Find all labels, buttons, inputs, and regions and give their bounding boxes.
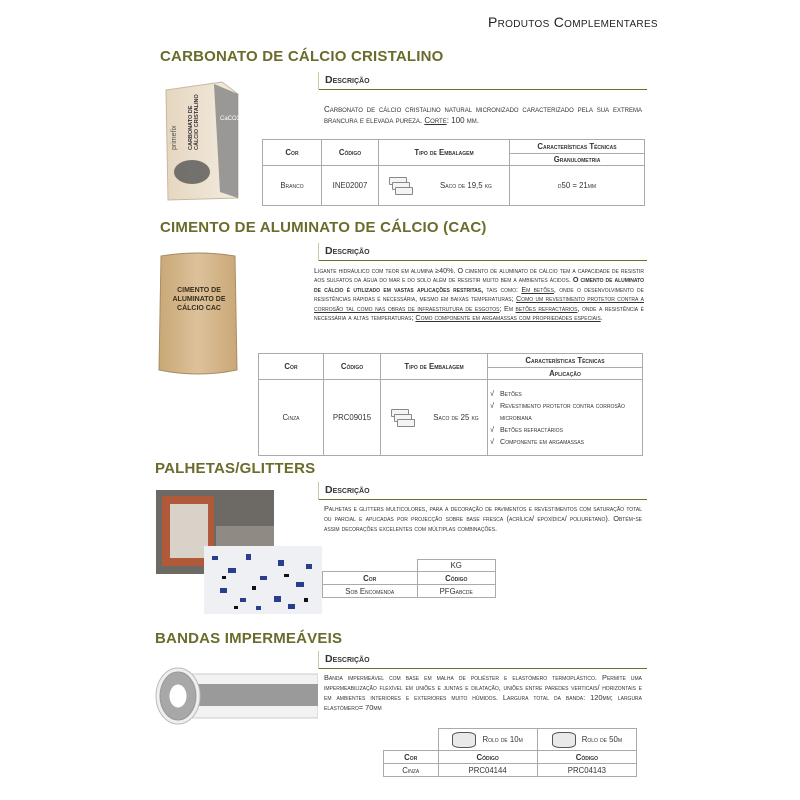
col-cor: Cor	[323, 572, 418, 585]
col-caracteristicas: Características Técnicas	[510, 140, 645, 154]
svg-text:primefix: primefix	[171, 125, 178, 150]
bag-stack-icon	[381, 380, 426, 456]
col-codigo: Código	[417, 572, 496, 585]
bag-label-text: CARBONATO DE CÁLCIO CRISTALINO	[188, 94, 200, 150]
palhetas-table	[322, 559, 496, 598]
description-corte: Corte	[424, 116, 447, 125]
cell-embalagem: Saco de 19,5 kg	[423, 166, 510, 206]
desc-part: tais como:	[486, 284, 519, 294]
desc-part: , onde a resistência é necessária a altas temperaturas;	[314, 303, 644, 323]
cell-codigo-10: PRC04144	[438, 764, 537, 777]
description-block-cimento	[318, 243, 647, 261]
page-header: Produtos Complementares	[488, 14, 658, 30]
description-text-bandas: Banda impermeável com base em malha de poliéster e elastómero termoplástico. Permite uma impermeabilização flexível em uniões e juntas e dilatação, uniões entre paredes verticais/ horizontais e em ambientes interiores e exteriores muito húmidos. Largura total da banda: 120mm; largura elastómero= 70mm	[324, 673, 642, 712]
empty-cell	[384, 729, 439, 751]
cimento-bag-image	[155, 250, 241, 378]
description-corte-value: : 100 µm.	[446, 116, 479, 125]
desc-part-underline: Como um revestimento protetor contra a corrosão tal como nas obras de infraestrutura de esgotos	[314, 294, 644, 313]
section-title-cimento: CIMENTO DE ALUMINATO DE CÁLCIO (CAC)	[160, 219, 487, 236]
description-text-cimento	[314, 266, 644, 322]
cell-codigo: PRC09015	[324, 380, 381, 456]
desc-part: ; Em	[499, 303, 513, 313]
section-title-palhetas: PALHETAS/GLITTERS	[155, 460, 316, 477]
rolo-10-header	[438, 729, 537, 751]
cell-cor: Branco	[263, 166, 322, 206]
col-codigo: Código	[322, 140, 379, 166]
desc-part: .	[600, 313, 603, 323]
description-text-palhetas: Palhetas e glitters multicolores, para a decoração de pavimentos e revestimentos com saturação total ou parcial e aplicadas por projecção sobre base fresca (acrílica/ epoxídica/ poliuretano). Obtém-se assim decorações excelentes com múltiplas combinações.	[324, 504, 642, 533]
description-main: Carbonato de cálcio cristalino natural micronizado caracterizado pela sua extrema brancura e elevada pureza.	[324, 105, 642, 125]
cimento-spec-table	[258, 353, 643, 456]
rolo-50-label: Rolo de 50m	[581, 734, 623, 744]
roll-icon	[552, 732, 576, 748]
cimento-bag-label: CIMENTO DE ALUMINATO DE CÁLCIO CAC	[172, 287, 226, 312]
carbonato-spec-table	[262, 139, 645, 206]
col-cor: Cor	[263, 140, 322, 166]
col-kg: KG	[417, 560, 496, 572]
desc-part: Ligante hidráulico com teor em alumina ≥40%. O cimento de aluminato de cálcio tem a capacidade de resistir aos sulfatos da água do mar e do solo além de resistir muito bem a ambientes ácidos.	[314, 266, 644, 285]
col-codigo: Código	[438, 751, 537, 764]
description-label: Descrição	[319, 72, 647, 90]
cell-cor: Cinza	[259, 380, 324, 456]
col-embalagem: Tipo de Embalagem	[379, 140, 510, 166]
col-granulometria: Granulometria	[510, 154, 645, 166]
list-item: √ Revestimento protetor contra corrosão microbiana	[490, 400, 640, 424]
list-item: √ Betões refractários	[490, 424, 640, 436]
cell-codigo-50: PRC04143	[537, 764, 636, 777]
carbonato-bag-image	[162, 80, 242, 202]
description-block-palhetas	[318, 482, 647, 500]
bandas-table	[383, 728, 637, 777]
col-cor: Cor	[384, 751, 439, 764]
bandas-roll-image	[152, 666, 318, 728]
col-cor: Cor	[259, 354, 324, 380]
description-label: Descrição	[319, 651, 647, 669]
empty-cell	[323, 560, 418, 572]
description-text-carbonato	[324, 104, 642, 126]
cell-cor: Cinza	[384, 764, 439, 777]
cell-codigo: INE02007	[322, 166, 379, 206]
description-block-carbonato	[318, 72, 647, 90]
roll-icon	[452, 732, 476, 748]
description-label: Descrição	[319, 243, 647, 261]
rolo-50-header	[537, 729, 636, 751]
cell-embalagem: Saco de 25 kg	[425, 380, 488, 456]
col-embalagem: Tipo de Embalagem	[381, 354, 488, 380]
col-aplicacao: Aplicação	[488, 368, 643, 380]
cell-codigo: PFGabcde	[417, 585, 496, 598]
svg-text:CaCO3: CaCO3	[220, 116, 241, 122]
description-label: Descrição	[319, 482, 647, 500]
desc-part-underline: betões refractários	[515, 303, 578, 313]
list-item: √ Componente em argamassas	[490, 436, 640, 448]
cell-cor: Sob Encomenda	[323, 585, 418, 598]
desc-part: , onde o desenvolvimento de resistências rápidas é necessária, mesmo em baixas temperaturas;	[314, 284, 645, 304]
section-title-bandas: BANDAS IMPERMEÁVEIS	[155, 630, 343, 647]
desc-part-underline: Como componente em argamassas com propriedades especiais	[415, 313, 601, 323]
col-caracteristicas: Características Técnicas	[488, 354, 643, 368]
col-codigo: Código	[324, 354, 381, 380]
desc-part-bold: O cimento de aluminato de cálcio é utilizado em vastas aplicações restritas,	[314, 275, 645, 294]
col-codigo: Código	[537, 751, 636, 764]
list-item: √ Betões	[490, 388, 640, 400]
description-block-bandas	[318, 651, 647, 669]
bag-stack-icon	[379, 166, 424, 206]
section-title-carbonato: CARBONATO DE CÁLCIO CRISTALINO	[160, 48, 444, 65]
palhetas-photos	[156, 486, 322, 614]
cell-granulometria: d50 = 21µm	[510, 166, 645, 206]
cell-aplicacoes	[488, 380, 643, 456]
aplicacoes-list	[490, 388, 640, 448]
rolo-10-label: Rolo de 10m	[482, 734, 523, 744]
desc-part-underline: Em betões	[521, 284, 554, 294]
